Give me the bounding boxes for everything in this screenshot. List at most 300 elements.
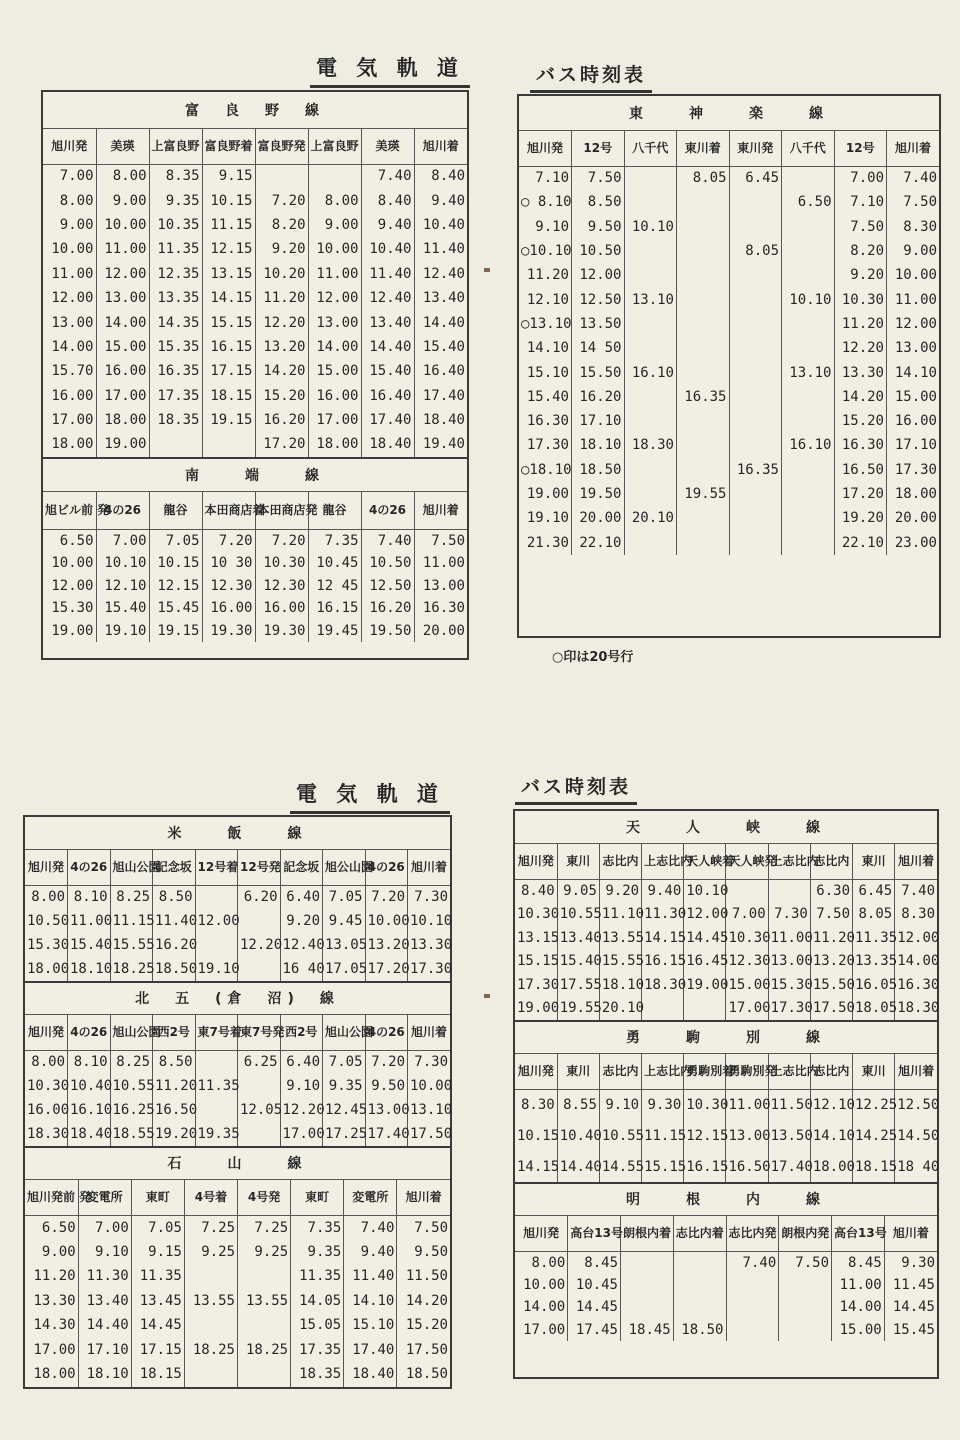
ishiyama-column-header: 東町 (291, 1179, 344, 1215)
pippu-column-header: 4の26 (68, 849, 111, 885)
pippu-row (25, 933, 450, 957)
furano-time-cell: 12.20 (255, 310, 308, 334)
ishiyama-row (25, 1240, 450, 1265)
kitago-table (25, 981, 453, 1146)
furano-time-cell: 18.00 (308, 432, 361, 456)
pippu-time-cell: 8.25 (110, 885, 153, 909)
ishiyama-time-cell: 11.35 (131, 1264, 184, 1289)
higashikagura-time-cell (624, 409, 677, 433)
kitago-time-cell: 9.10 (280, 1074, 323, 1098)
furano-time-cell: 13.15 (202, 262, 255, 286)
pippu-time-cell: 17.05 (323, 957, 366, 981)
ishiyama-time-cell: 7.05 (131, 1215, 184, 1240)
tenninkyo-time-cell: 19.00 (684, 973, 726, 997)
higashikagura-time-cell: 16.00 (887, 409, 940, 433)
akanenai-time-cell: 18.50 (673, 1319, 726, 1342)
ishiyama-time-cell: 11.50 (397, 1264, 450, 1289)
higashikagura-time-cell: 11.20 (526, 267, 569, 284)
pippu-column-header: 12号発 (238, 849, 281, 885)
furano-time-cell: 18.00 (96, 408, 149, 432)
yukomanbetsu-time-cell: 15.15 (642, 1151, 684, 1182)
pippu-line-title: 米 飯 線 (25, 817, 450, 849)
nantan-column-header: 旭川着 (414, 492, 467, 530)
yukomanbetsu-time-cell: 13.00 (726, 1120, 768, 1151)
higashikagura-line-title: 東 神 楽 線 (519, 96, 939, 130)
tenninkyo-time-cell: 18.10 (599, 973, 641, 997)
higashikagura-time-cell: 10.10 (624, 215, 677, 239)
ishiyama-time-cell: 17.15 (131, 1338, 184, 1363)
pippu-time-cell: 7.30 (408, 885, 451, 909)
tenninkyo-time-cell: 10.10 (684, 879, 726, 903)
tenninkyo-row (515, 950, 937, 974)
furano-time-cell: 9.00 (96, 188, 149, 212)
tenninkyo-time-cell: 15.15 (517, 953, 560, 970)
kitago-time-cell: 18.30 (27, 1126, 70, 1142)
furano-time-cell: 19.40 (414, 432, 467, 456)
kitago-time-cell: 16.10 (68, 1098, 111, 1122)
furano-line-title: 富 良 野 線 (43, 92, 467, 128)
higashikagura-time-cell: 7.50 (887, 190, 940, 214)
kitago-time-cell: 12.45 (323, 1098, 366, 1122)
akanenai-row (515, 1296, 937, 1319)
yukomanbetsu-time-cell: 10.55 (599, 1120, 641, 1151)
ishiyama-time-cell: 18.40 (344, 1362, 397, 1387)
higashikagura-time-cell: 20.00 (572, 506, 625, 530)
higashikagura-row (519, 166, 939, 190)
higashikagura-time-cell (677, 458, 730, 482)
kitago-time-cell (195, 1050, 238, 1074)
higashikagura-time-cell (677, 190, 730, 214)
higashikagura-column-header: 12号 (572, 130, 625, 166)
ishiyama-time-cell: 7.35 (291, 1215, 344, 1240)
furano-time-cell: 17.40 (414, 384, 467, 408)
kitago-time-cell: 16.50 (153, 1098, 196, 1122)
furano-column-header: 上富良野 (149, 128, 202, 164)
akanenai-time-cell (726, 1319, 779, 1342)
tenninkyo-time-cell: 13.00 (768, 950, 810, 974)
ishiyama-time-cell: 9.25 (184, 1240, 237, 1265)
nantan-column-header: 本田商店着 (202, 492, 255, 530)
higashikagura-time-cell: 20.00 (887, 506, 940, 530)
pippu-time-cell: 18.50 (153, 957, 196, 981)
furano-time-cell: 8.20 (255, 213, 308, 237)
ishiyama-time-cell: 9.35 (291, 1240, 344, 1265)
tenninkyo-time-cell: 10.30 (517, 906, 560, 923)
higashikagura-row (519, 263, 939, 287)
higashikagura-time-cell: 9.10 (535, 218, 569, 235)
tenninkyo-time-cell: 13.40 (557, 926, 599, 950)
higashikagura-time-cell: 7.40 (887, 166, 940, 190)
furano-time-cell (308, 164, 361, 188)
ishiyama-time-cell: 18.25 (238, 1338, 291, 1363)
yukomanbetsu-time-cell: 12.10 (810, 1089, 852, 1120)
tenninkyo-time-cell: 17.50 (810, 997, 852, 1021)
higashikagura-time-cell (624, 239, 677, 263)
furano-time-cell: 11.15 (202, 213, 255, 237)
higashikagura-time-cell (677, 409, 730, 433)
pippu-column-header: 記念坂 (153, 849, 196, 885)
furano-time-cell: 13.35 (149, 286, 202, 310)
nantan-time-cell: 10.50 (361, 552, 414, 575)
kitago-time-cell: 10.40 (68, 1074, 111, 1098)
furano-time-cell: 15.40 (361, 359, 414, 383)
ishiyama-row (25, 1362, 450, 1387)
higashikagura-time-cell (782, 530, 835, 554)
higashikagura-column-header: 東川発 (729, 130, 782, 166)
kitago-time-cell: 10.30 (27, 1078, 70, 1094)
furano-time-cell: 10.20 (255, 262, 308, 286)
ishiyama-column-header: 4号着 (184, 1179, 237, 1215)
higashikagura-time-cell (624, 482, 677, 506)
akanenai-column-header: 志比内発 (726, 1215, 779, 1251)
furano-row (43, 237, 467, 261)
tenninkyo-column-header: 天人峡発 (726, 843, 768, 879)
furano-time-cell: 10.00 (308, 237, 361, 261)
pippu-table (25, 817, 453, 981)
higashikagura-time-cell: 22.10 (834, 530, 887, 554)
nantan-time-cell: 16.30 (414, 597, 467, 620)
higashikagura-time-cell: 8.50 (572, 190, 625, 214)
pippu-time-cell: 6.40 (280, 885, 323, 909)
yukomanbetsu-row (515, 1151, 937, 1182)
yukomanbetsu-column-header: 上志比内 (768, 1053, 810, 1089)
akanenai-time-cell: 11.00 (832, 1274, 885, 1297)
furano-row (43, 432, 467, 456)
tenninkyo-time-cell: 11.30 (642, 903, 684, 927)
furano-time-cell: 15.15 (202, 310, 255, 334)
kitago-row (25, 1098, 450, 1122)
tenninkyo-time-cell: 15.50 (810, 973, 852, 997)
furano-row (43, 286, 467, 310)
nantan-time-cell: 19.00 (51, 622, 94, 639)
pippu-time-cell: 16 40 (280, 957, 323, 981)
higashikagura-time-cell: 19.00 (526, 486, 569, 502)
tenninkyo-column-header: 志比内 (599, 843, 641, 879)
kitago-time-cell: 8.00 (31, 1054, 65, 1071)
higashikagura-time-cell: 14 50 (572, 336, 625, 360)
akanenai-time-cell: 8.00 (531, 1254, 566, 1271)
akanenai-time-cell (621, 1296, 674, 1319)
ishiyama-time-cell: 18.00 (33, 1366, 76, 1383)
akanenai-column-header: 朗根内着 (621, 1215, 674, 1251)
higashikagura-time-cell: 7.50 (834, 215, 887, 239)
yukomanbetsu-column-header: 志比内 (599, 1053, 641, 1089)
ishiyama-time-cell: 13.55 (238, 1289, 291, 1314)
yukomanbetsu-time-cell: 14.15 (517, 1158, 560, 1175)
tenninkyo-time-cell: 8.30 (895, 903, 937, 927)
nantan-time-cell: 12.30 (255, 575, 308, 598)
tenninkyo-time-cell: 16.05 (853, 973, 895, 997)
nantan-time-cell: 19.15 (149, 620, 202, 643)
furano-time-cell: 17.20 (255, 432, 308, 456)
yukomanbetsu-column-header: 勇駒別着 (684, 1053, 726, 1089)
kitago-time-cell: 17.40 (365, 1122, 408, 1146)
ishiyama-row (25, 1313, 450, 1338)
akanenai-row (515, 1251, 937, 1274)
higashikagura-column-header: 八千代 (782, 130, 835, 166)
tenninkyo-row (515, 973, 937, 997)
yukomanbetsu-time-cell: 8.30 (520, 1096, 555, 1113)
ishiyama-time-cell: 15.10 (344, 1313, 397, 1338)
higashikagura-time-cell (782, 506, 835, 530)
higashikagura-time-cell: 6.50 (782, 190, 835, 214)
higashikagura-time-cell: 19.20 (834, 506, 887, 530)
yukomanbetsu-time-cell: 16.15 (684, 1151, 726, 1182)
nantan-time-cell: 16.20 (361, 597, 414, 620)
yukomanbetsu-column-header: 東川 (557, 1053, 599, 1089)
furano-time-cell: 10.40 (414, 213, 467, 237)
higashikagura-time-cell: 18.10 (572, 433, 625, 457)
ishiyama-time-cell: 15.20 (397, 1313, 450, 1338)
kitago-time-cell: 16.00 (27, 1102, 70, 1118)
higashikagura-time-cell (677, 433, 730, 457)
furano-column-header: 旭川発 (43, 128, 96, 164)
nantan-column-header: 本田商店発 (255, 492, 308, 530)
furano-time-cell: 15.00 (308, 359, 361, 383)
akanenai-time-cell: 15.45 (884, 1319, 937, 1342)
higashikagura-time-cell (729, 287, 782, 311)
higashikagura-time-cell: 9.50 (572, 215, 625, 239)
higashikagura-time-cell: 7.50 (572, 166, 625, 190)
higashikagura-row (519, 530, 939, 554)
ishiyama-time-cell: 17.35 (291, 1338, 344, 1363)
furano-time-cell: 16.35 (149, 359, 202, 383)
higashikagura-time-cell (729, 482, 782, 506)
ishiyama-time-cell: 9.00 (41, 1243, 76, 1260)
furano-time-cell: 13.20 (255, 335, 308, 359)
yukomanbetsu-time-cell: 12.25 (853, 1089, 895, 1120)
higashikagura-column-header: 旭川着 (887, 130, 940, 166)
yukomanbetsu-column-header: 旭川発 (515, 1053, 557, 1089)
akanenai-time-cell: 10.45 (568, 1274, 621, 1297)
furano-time-cell: 9.40 (361, 213, 414, 237)
ishiyama-row (25, 1215, 450, 1240)
ishiyama-time-cell: 17.50 (397, 1338, 450, 1363)
kitago-time-cell: 9.50 (365, 1074, 408, 1098)
nantan-time-cell: 15.30 (51, 600, 94, 617)
pippu-time-cell: 13.30 (408, 933, 451, 957)
tenninkyo-time-cell: 7.40 (895, 879, 937, 903)
tenninkyo-time-cell: 14.15 (642, 926, 684, 950)
yukomanbetsu-row (515, 1089, 937, 1120)
ishiyama-column-header: 変電所 (344, 1179, 397, 1215)
furano-time-cell: 12.15 (202, 237, 255, 261)
pippu-time-cell: 9.20 (280, 909, 323, 933)
furano-time-cell: 18.40 (361, 432, 414, 456)
yukomanbetsu-time-cell: 18.15 (853, 1151, 895, 1182)
ishiyama-time-cell: 18.15 (131, 1362, 184, 1387)
furano-row (43, 213, 467, 237)
higashikagura-time-cell (782, 336, 835, 360)
higashikagura-time-cell: 17.10 (572, 409, 625, 433)
tenninkyo-line-title: 天 人 峡 線 (515, 811, 937, 843)
ishiyama-row (25, 1264, 450, 1289)
tenninkyo-time-cell: 15.55 (599, 950, 641, 974)
tenninkyo-row (515, 926, 937, 950)
higashikagura-table (519, 96, 939, 555)
yukomanbetsu-time-cell: 14.50 (895, 1120, 937, 1151)
pippu-time-cell: 11.40 (153, 909, 196, 933)
higashikagura-time-cell (624, 263, 677, 287)
ishiyama-time-cell: 13.55 (184, 1289, 237, 1314)
furano-time-cell: 11.00 (51, 265, 94, 282)
higashikagura-time-cell: 15.50 (572, 360, 625, 384)
nantan-time-cell: 16.00 (255, 597, 308, 620)
higashikagura-time-cell: 19.50 (572, 482, 625, 506)
higashikagura-time-cell: 12.00 (887, 312, 940, 336)
akanenai-time-cell: 11.45 (884, 1274, 937, 1297)
higashikagura-time-cell (729, 263, 782, 287)
pippu-time-cell: 6.20 (238, 885, 281, 909)
nantan-time-cell: 6.50 (59, 533, 94, 550)
higashikagura-row (519, 190, 939, 214)
tenninkyo-column-header: 旭川着 (895, 843, 937, 879)
higashikagura-time-cell (624, 312, 677, 336)
higashikagura-time-cell: 16.10 (624, 360, 677, 384)
furano-row (43, 408, 467, 432)
akanenai-time-cell (779, 1319, 832, 1342)
yukomanbetsu-column-header: 志比内 (810, 1053, 852, 1089)
nantan-time-cell: 12 45 (308, 575, 361, 598)
kitago-time-cell: 12.05 (238, 1098, 281, 1122)
higashikagura-time-cell: 8.05 (729, 239, 782, 263)
higashikagura-time-cell: 12.20 (834, 336, 887, 360)
higashikagura-time-cell: 13.50 (572, 312, 625, 336)
yukomanbetsu-time-cell: 14.10 (810, 1120, 852, 1151)
nantan-time-cell: 10.15 (149, 552, 202, 575)
higashikagura-column-header: 12号 (834, 130, 887, 166)
ishiyama-row (25, 1338, 450, 1363)
furano-row (43, 335, 467, 359)
tenninkyo-column-header: 東川 (853, 843, 895, 879)
higashikagura-time-cell (729, 190, 782, 214)
tenninkyo-time-cell: 16.30 (895, 973, 937, 997)
higashikagura-time-cell: 20.10 (624, 506, 677, 530)
furano-time-cell: 15.40 (414, 335, 467, 359)
higashikagura-row (519, 482, 939, 506)
yukomanbetsu-time-cell: 11.00 (726, 1089, 768, 1120)
nantan-column-header: 4の26 (96, 492, 149, 530)
tenninkyo-column-header: 天人峡着 (684, 843, 726, 879)
furano-time-cell: 17.00 (96, 384, 149, 408)
pippu-column-header: 旭川発 (25, 849, 68, 885)
ishiyama-time-cell: 14.10 (344, 1289, 397, 1314)
higashikagura-time-cell (782, 385, 835, 409)
pippu-row (25, 909, 450, 933)
furano-row (43, 188, 467, 212)
ishiyama-time-cell: 13.30 (33, 1292, 76, 1309)
higashikagura-time-cell (677, 239, 730, 263)
nantan-time-cell: 10.45 (308, 552, 361, 575)
akanenai-time-cell: 17.45 (568, 1319, 621, 1342)
furano-time-cell: 14.00 (308, 335, 361, 359)
ishiyama-time-cell: 9.50 (397, 1240, 450, 1265)
higashikagura-time-cell: ○13.10 (521, 315, 572, 332)
furano-time-cell: 12.40 (414, 262, 467, 286)
nantan-time-cell: 16.00 (202, 597, 255, 620)
higashikagura-column-header: 旭川発 (519, 130, 572, 166)
furano-time-cell: 16.00 (96, 359, 149, 383)
akanenai-time-cell: 9.30 (884, 1251, 937, 1274)
ishiyama-column-header: 変電所 (78, 1179, 131, 1215)
nantan-row (43, 597, 467, 620)
yukomanbetsu-column-header: 勇駒別発 (726, 1053, 768, 1089)
nantan-time-cell: 7.00 (96, 530, 149, 553)
nantan-time-cell: 16.15 (308, 597, 361, 620)
furano-time-cell: 8.40 (414, 164, 467, 188)
pippu-time-cell: 16.20 (153, 933, 196, 957)
tenninkyo-time-cell: 15.40 (557, 950, 599, 974)
higashikagura-time-cell: 18.30 (624, 433, 677, 457)
nantan-time-cell: 7.05 (149, 530, 202, 553)
furano-time-cell: 19.00 (96, 432, 149, 456)
yukomanbetsu-column-header: 旭川着 (895, 1053, 937, 1089)
title-bottom-left: 電 気 軌 道 (290, 778, 450, 814)
tenninkyo-column-header: 上志比内 (642, 843, 684, 879)
ishiyama-time-cell: 17.00 (33, 1341, 76, 1358)
higashikagura-time-cell (677, 506, 730, 530)
higashikagura-time-cell: 19.10 (526, 510, 569, 527)
furano-time-cell: 12.00 (96, 262, 149, 286)
furano-time-cell: 16.40 (414, 359, 467, 383)
akanenai-column-header: 高台13号 (568, 1215, 621, 1251)
pippu-time-cell: 17.30 (408, 957, 451, 981)
higashikagura-time-cell: 10.30 (834, 287, 887, 311)
yukomanbetsu-time-cell: 12.50 (895, 1089, 937, 1120)
higashikagura-time-cell: 7.10 (834, 190, 887, 214)
yukomanbetsu-column-header: 東川 (853, 1053, 895, 1089)
akanenai-time-cell (779, 1296, 832, 1319)
higashikagura-time-cell: 15.20 (834, 409, 887, 433)
higashikagura-time-cell: 12.10 (526, 291, 569, 308)
nantan-time-cell: 19.10 (96, 620, 149, 643)
ishiyama-time-cell: 13.45 (131, 1289, 184, 1314)
akanenai-column-header: 高台13号 (832, 1215, 885, 1251)
tenninkyo-time-cell: 6.30 (810, 879, 852, 903)
nantan-row (43, 530, 467, 553)
nantan-column-header: 旭ビル前 発 (43, 492, 96, 530)
kitago-column-header: 旭川着 (408, 1014, 451, 1050)
furano-time-cell: 15.00 (96, 335, 149, 359)
pippu-time-cell: 12.20 (238, 933, 281, 957)
tenninkyo-time-cell (768, 879, 810, 903)
akanenai-time-cell: 8.45 (568, 1251, 621, 1274)
kitago-time-cell: 13.00 (365, 1098, 408, 1122)
ishiyama-row (25, 1289, 450, 1314)
kitago-time-cell: 6.25 (238, 1050, 281, 1074)
kitago-time-cell: 11.20 (153, 1074, 196, 1098)
ishiyama-column-header: 旭川発前 発 (25, 1179, 78, 1215)
yukomanbetsu-time-cell: 10.30 (684, 1089, 726, 1120)
pippu-time-cell: 8.50 (153, 885, 196, 909)
furano-time-cell (202, 432, 255, 456)
higashikagura-time-cell: ○18.10 (521, 461, 572, 478)
tenninkyo-time-cell: 18.30 (642, 973, 684, 997)
tenninkyo-time-cell (642, 997, 684, 1021)
tenninkyo-column-header: 上志比内 (768, 843, 810, 879)
furano-time-cell: 13.40 (414, 286, 467, 310)
nantan-time-cell: 19.30 (255, 620, 308, 643)
kitago-time-cell: 18.55 (110, 1122, 153, 1146)
pippu-time-cell: 17.20 (365, 957, 408, 981)
kitago-time-cell: 17.25 (323, 1122, 366, 1146)
higashikagura-time-cell (677, 530, 730, 554)
nantan-time-cell: 15.45 (149, 597, 202, 620)
tenninkyo-time-cell: 17.30 (768, 997, 810, 1021)
akanenai-table (515, 1182, 937, 1341)
ishiyama-time-cell: 7.50 (397, 1215, 450, 1240)
nantan-time-cell: 19.30 (202, 620, 255, 643)
